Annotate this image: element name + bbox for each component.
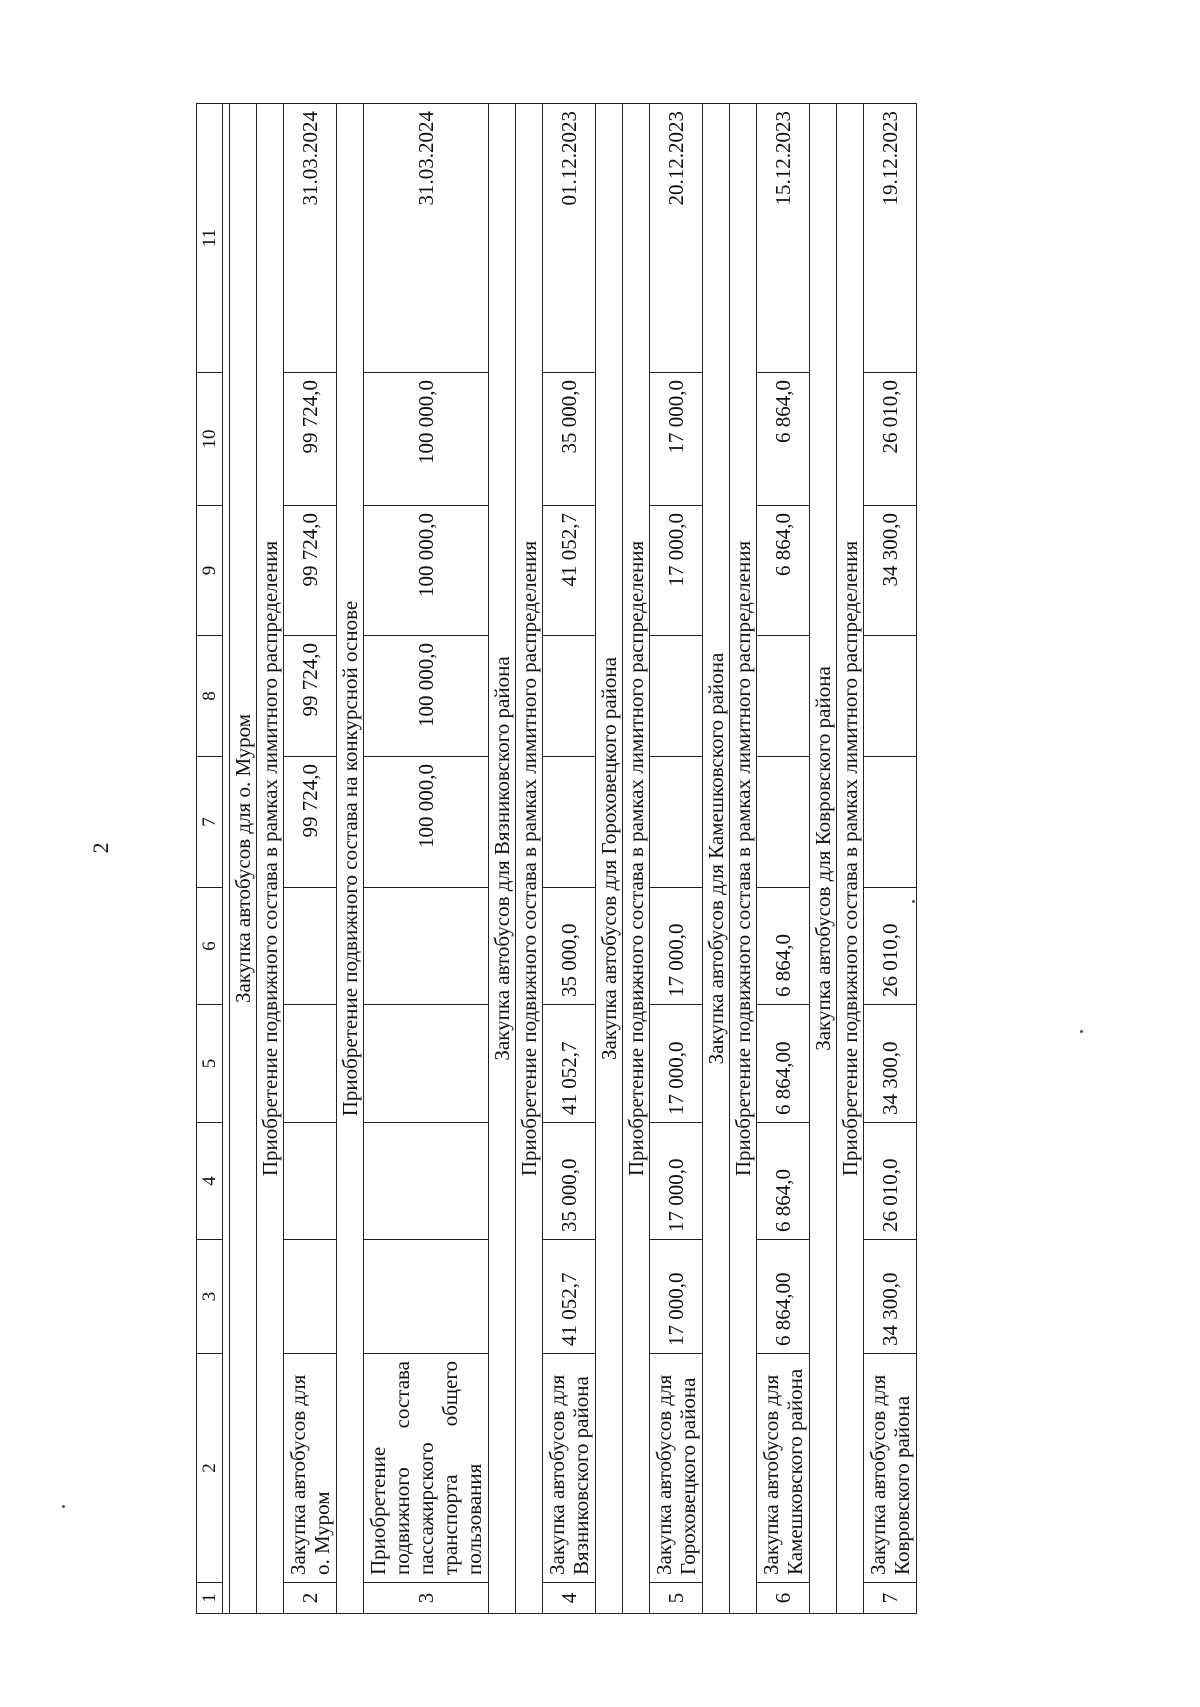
section-subtitle: Приобретение подвижного состава в рамках лимитного распределения — [837, 104, 864, 1614]
row-name-line: Гороховецкого района — [676, 1377, 700, 1575]
cell-c9: 34 300,0 — [864, 506, 917, 636]
cell-c9: 41 052,7 — [543, 506, 596, 636]
cell-c3: 17 000,0 — [650, 1240, 703, 1354]
cell-c9: 17 000,0 — [650, 506, 703, 636]
cell-c11: 01.12.2023 — [543, 104, 596, 373]
cell-c9: 100 000,0 — [364, 506, 489, 636]
cell-c3 — [364, 1240, 489, 1354]
cell-c8 — [650, 636, 703, 757]
cell-c7 — [543, 757, 596, 888]
rotated-table-wrapper — [196, 104, 1096, 1614]
cell-c5: 34 300,0 — [864, 1005, 917, 1123]
cell-c10: 99 724,0 — [284, 373, 337, 506]
section-subtitle-row — [837, 104, 864, 1614]
cell-c6: 26 010,0 — [864, 888, 917, 1005]
column-header: 7 — [197, 757, 223, 888]
cell-c3: 6 864,00 — [757, 1240, 810, 1354]
row-number: 3 — [364, 1583, 489, 1614]
row-name-line: о. Муром — [310, 1491, 334, 1575]
cell-c7: 100 000,0 — [364, 757, 489, 888]
cell-c11: 31.03.2024 — [284, 104, 337, 373]
cell-c6: 6 864,0 — [757, 888, 810, 1005]
cell-c5: 17 000,0 — [650, 1005, 703, 1123]
row-name-line: пассажирского — [414, 1442, 438, 1575]
row-name — [864, 1354, 917, 1583]
section-title-row — [810, 104, 837, 1614]
table-row — [864, 104, 917, 1614]
cell-c5 — [284, 1005, 337, 1123]
section-subtitle: Приобретение подвижного состава в рамках лимитного распределения — [257, 104, 284, 1614]
row-name-line: Закупка автобусов для — [652, 1374, 676, 1575]
cell-c10: 35 000,0 — [543, 373, 596, 506]
row-name-line: Закупка автобусов для — [286, 1374, 310, 1575]
table-row — [650, 104, 703, 1614]
row-name-line: транспорта общего — [438, 1361, 462, 1575]
cell-c8 — [864, 636, 917, 757]
cell-c11: 15.12.2023 — [757, 104, 810, 373]
section-title-row — [703, 104, 730, 1614]
section-subtitle-row — [516, 104, 543, 1614]
section-title-row — [489, 104, 516, 1614]
column-header: 2 — [197, 1354, 223, 1583]
cell-c9: 6 864,0 — [757, 506, 810, 636]
row-number: 6 — [757, 1583, 810, 1614]
row-name-line: Камешковского района — [783, 1368, 807, 1575]
column-header: 10 — [197, 373, 223, 506]
column-header: 6 — [197, 888, 223, 1005]
cell-c5: 6 864,00 — [757, 1005, 810, 1123]
cell-c9: 99 724,0 — [284, 506, 337, 636]
cell-c3: 41 052,7 — [543, 1240, 596, 1354]
cell-c10: 17 000,0 — [650, 373, 703, 506]
cell-c8 — [757, 636, 810, 757]
section-title-row — [596, 104, 623, 1614]
cell-c4: 17 000,0 — [650, 1123, 703, 1240]
column-header: 5 — [197, 1005, 223, 1123]
column-header: 8 — [197, 636, 223, 757]
row-number: 7 — [864, 1583, 917, 1614]
row-name-line: Закупка автобусов для — [759, 1374, 783, 1575]
data-table — [196, 103, 917, 1614]
cell-c7 — [864, 757, 917, 888]
row-name — [284, 1354, 337, 1583]
section-subtitle: Приобретение подвижного состава в рамках лимитного распределения — [730, 104, 757, 1614]
table-row — [284, 104, 337, 1614]
row-number: 5 — [650, 1583, 703, 1614]
cell-c7: 99 724,0 — [284, 757, 337, 888]
cell-c6 — [364, 888, 489, 1005]
row-name-line: подвижного состава — [390, 1361, 414, 1575]
section-title: Закупка автобусов для Камешковского района — [703, 104, 730, 1614]
section-subtitle-row — [623, 104, 650, 1614]
cell-c7 — [757, 757, 810, 888]
table-row — [364, 104, 489, 1614]
cell-c8: 99 724,0 — [284, 636, 337, 757]
scan-speck — [62, 1505, 65, 1508]
section-subtitle-row — [257, 104, 284, 1614]
row-name-line: Закупка автобусов для — [866, 1374, 890, 1575]
cell-c5: 41 052,7 — [543, 1005, 596, 1123]
cell-c4: 35 000,0 — [543, 1123, 596, 1240]
row-name — [650, 1354, 703, 1583]
cell-c8: 100 000,0 — [364, 636, 489, 757]
spacer-cell — [223, 104, 230, 1614]
cell-c10: 100 000,0 — [364, 373, 489, 506]
row-name-line: Приобретение — [366, 1446, 390, 1575]
table-row — [543, 104, 596, 1614]
table-row — [757, 104, 810, 1614]
row-name-line: Закупка автобусов для — [545, 1374, 569, 1575]
section-subtitle: Приобретение подвижного состава на конкурсной основе — [337, 104, 364, 1614]
row-name — [543, 1354, 596, 1583]
cell-c3 — [284, 1240, 337, 1354]
row-name-line: пользования — [462, 1463, 486, 1575]
row-number: 4 — [543, 1583, 596, 1614]
cell-c6: 17 000,0 — [650, 888, 703, 1005]
cell-c7 — [650, 757, 703, 888]
cell-c3: 34 300,0 — [864, 1240, 917, 1354]
row-name — [757, 1354, 810, 1583]
column-header: 1 — [197, 1583, 223, 1614]
column-header: 9 — [197, 506, 223, 636]
cell-c5 — [364, 1005, 489, 1123]
cell-c8 — [543, 636, 596, 757]
row-number: 2 — [284, 1583, 337, 1614]
page-number: 2 — [88, 842, 113, 854]
cell-c10: 26 010,0 — [864, 373, 917, 506]
cell-c10: 6 864,0 — [757, 373, 810, 506]
section-subtitle: Приобретение подвижного состава в рамках лимитного распределения — [516, 104, 543, 1614]
section-title: Закупка автобусов для о. Муром — [230, 104, 257, 1614]
cell-c4: 6 864,0 — [757, 1123, 810, 1240]
section-title: Закупка автобусов для Вязниковского района — [489, 104, 516, 1614]
section-subtitle: Приобретение подвижного состава в рамках лимитного распределения — [623, 104, 650, 1614]
cell-c11: 19.12.2023 — [864, 104, 917, 373]
section-title: Закупка автобусов для Гороховецкого района — [596, 104, 623, 1614]
section-subtitle-row — [337, 104, 364, 1614]
cell-c4: 26 010,0 — [864, 1123, 917, 1240]
column-header: 11 — [197, 104, 223, 373]
cell-c11: 31.03.2024 — [364, 104, 489, 373]
cell-c6 — [284, 888, 337, 1005]
header-row — [197, 104, 223, 1614]
row-name-line: Ковровского района — [890, 1395, 914, 1575]
cell-c6: 35 000,0 — [543, 888, 596, 1005]
cell-c4 — [364, 1123, 489, 1240]
column-header: 4 — [197, 1123, 223, 1240]
spacer-row — [223, 104, 230, 1614]
section-title-row — [230, 104, 257, 1614]
row-name — [364, 1354, 489, 1583]
section-title: Закупка автобусов для Ковровского района — [810, 104, 837, 1614]
cell-c11: 20.12.2023 — [650, 104, 703, 373]
section-subtitle-row — [730, 104, 757, 1614]
cell-c4 — [284, 1123, 337, 1240]
column-header: 3 — [197, 1240, 223, 1354]
row-name-line: Вязниковского района — [569, 1376, 593, 1575]
